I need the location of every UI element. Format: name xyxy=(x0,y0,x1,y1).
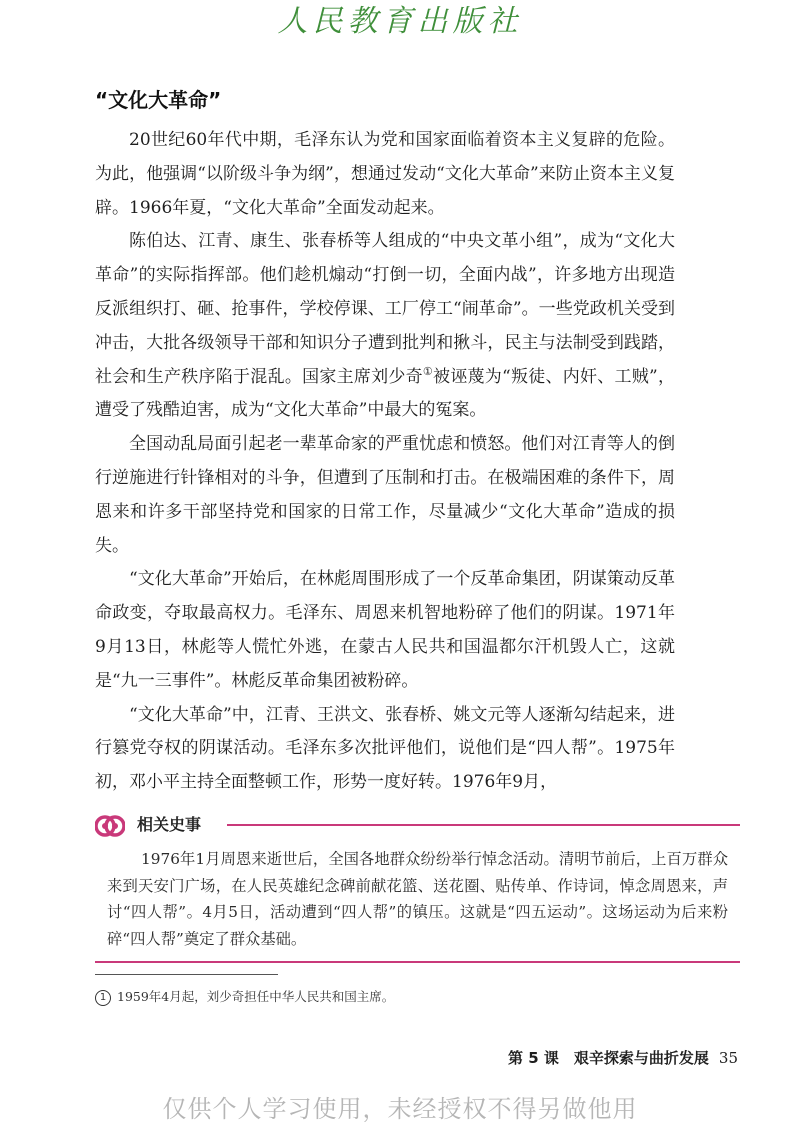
sidebar-body xyxy=(95,846,740,952)
paragraph-text: 陈伯达、江青、康生、张春桥等人组成的“中央文革小组”，成为“文化大革命”的实际指挥部。他们趁机煽动“打倒一切，全面内战”，许多地方出现造反派组织打、砸、抢事件，学校停课、工厂停工“闹革命”。一些党政机关受到冲击，大批各级领导干部和知识分子遭到批判和揪斗，民主与法制受到践踏，社会和生产秩序陷于混乱。国家主席刘少奇 xyxy=(95,231,675,387)
sidebar-divider-top xyxy=(227,824,740,826)
lesson-label: 第 5 课 艰辛探索与曲折发展 xyxy=(508,1049,709,1067)
paragraph: 20世纪60年代中期，毛泽东认为党和国家面临着资本主义复辟的危险。为此，他强调“以阶级斗争为纲”，想通过发动“文化大革命”来防止资本主义复辟。1966年夏，“文化大革命”全面发动起来。 xyxy=(95,130,675,218)
paragraph: “文化大革命”中，江青、王洪文、张春桥、姚文元等人逐渐勾结起来，进行篡党夺权的阴谋活动。毛泽东多次批评他们，说他们是“四人帮”。1975年初，邓小平主持全面整顿工作，形势一度好转。1976年9月， xyxy=(95,704,675,793)
footnote xyxy=(95,987,394,1007)
footnote-rule xyxy=(95,974,278,975)
related-history-icon xyxy=(95,811,125,841)
section-heading: “文化大革命” xyxy=(95,88,222,112)
page-number: 35 xyxy=(718,1049,738,1067)
publisher-logo: 人民教育出版社 xyxy=(277,4,523,39)
paragraph: 全国动乱局面引起老一辈革命家的严重忧虑和愤怒。他们对江青等人的倒行逆施进行针锋相对的斗争，但遭到了压制和打击。在极端困难的条件下，周恩来和许多干部坚持党和国家的日常工作，尽量减少“文化大革命”造成的损失。 xyxy=(95,434,675,556)
watermark: 仅供个人学习使用，未经授权不得另做他用 xyxy=(162,1095,638,1123)
sidebar-divider-bottom xyxy=(95,961,740,963)
body-text xyxy=(95,124,675,800)
sidebar-header xyxy=(95,811,740,841)
footnote-text: 1959年4月起，刘少奇担任中华人民共和国主席。 xyxy=(117,989,395,1004)
footnote-reference[interactable]: ① xyxy=(422,364,434,378)
paragraph: “文化大革命”开始后，在林彪周围形成了一个反革命集团，阴谋策动反革命政变，夺取最高权力。毛泽东、周恩来机智地粉碎了他们的阴谋。1971年9月13日，林彪等人慌忙外逃，在蒙古人民共和国温都尔汗机毁人亡，这就是“九一三事件”。林彪反革命集团被粉碎。 xyxy=(95,569,675,691)
paragraph xyxy=(95,225,675,428)
footnote-marker: 1 xyxy=(95,990,111,1006)
sidebar-title: 相关史事 xyxy=(137,815,202,834)
page-footer xyxy=(508,1047,738,1069)
paragraph-text-continued: 被诬蔑为“叛徒、内奸、工贼”，遭受了残酷迫害，成为“文化大革命”中最大的冤案。 xyxy=(95,366,675,421)
sidebar-paragraph: 1976年1月周恩来逝世后，全国各地群众纷纷举行悼念活动。清明节前后，上百万群众来到天安门广场，在人民英雄纪念碑前献花篮、送花圈、贴传单、作诗词，悼念周恩来，声讨“四人帮”。4月5日，活动遭到“四人帮”的镇压。这就是“四五运动”。这场运动为后来粉碎“四人帮”奠定了群众基础。 xyxy=(107,850,728,948)
